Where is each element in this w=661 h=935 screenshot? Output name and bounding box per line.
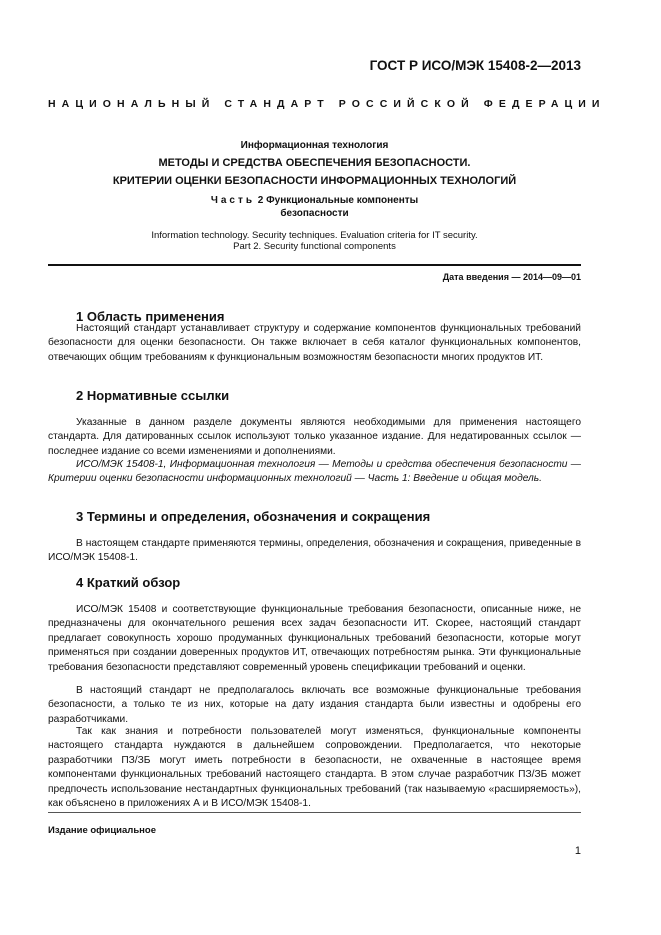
title-line-1: МЕТОДЫ И СРЕДСТВА ОБЕСПЕЧЕНИЯ БЕЗОПАСНОСТИ. xyxy=(158,157,471,169)
english-title-2: Part 2. Security functional components xyxy=(233,241,396,252)
section-3-heading: 3 Термины и определения, обозначения и сокращения xyxy=(76,509,431,524)
section-2-paragraph-1: Указанные в данном разделе документы являются необходимыми для применения настоящего стандарта. Для датированных ссылок используют только указанное издание. Для недатированных ссылок — последнее издание со всеми изменениями и дополнениями. xyxy=(48,417,581,457)
section-1-heading: 1 Область применения xyxy=(76,309,225,324)
title-line-2: КРИТЕРИИ ОЦЕНКИ БЕЗОПАСНОСТИ ИНФОРМАЦИОННЫХ ТЕХНОЛОГИЙ xyxy=(112,175,517,187)
footer-divider xyxy=(48,812,581,813)
section-2-reference: ИСО/МЭК 15408-1, Информационная технология — Методы и средства обеспечения безопасности — Критерии оценки безопасности информационных технологий — Часть 1: Введение и общая модель. xyxy=(48,459,581,485)
national-standard-banner: НАЦИОНАЛЬНЫЙ СТАНДАРТ РОССИЙСКОЙ ФЕДЕРАЦИИ xyxy=(48,98,606,110)
section-4-heading: 4 Краткий обзор xyxy=(76,575,181,590)
title-divider xyxy=(48,264,581,266)
introduction-date: Дата введения — 2014—09—01 xyxy=(442,272,581,282)
title-subject: Информационная технология xyxy=(240,140,389,151)
section-3-paragraph: В настоящем стандарте применяются термины, определения, обозначения и сокращения, приведенные в ИСО/МЭК 15408-1. xyxy=(48,538,581,564)
section-4-paragraph-3: Так как знания и потребности пользователей могут изменяться, функциональные компоненты настоящего стандарта нуждаются в дальнейшем сопровождении. Предполагается, что некоторые разработчики ПЗ/ЗБ могут иметь потребности в безопасности, не охваченные в настоящее время компонентами функциональных требований настоящего стандарта. В этом случае разработчик ПЗ/ЗБ может предпочесть использование нестандартных функциональных требований (так называемую «расширяемость»), как объяснено в приложениях А и В ИСО/МЭК 15408-1. xyxy=(48,726,581,810)
part-label: Часть xyxy=(210,195,256,206)
page-number: 1 xyxy=(574,845,581,857)
official-edition-note: Издание официальное xyxy=(48,825,156,836)
title-part xyxy=(48,195,581,206)
section-4-paragraph-2: В настоящий стандарт не предполагалось включать все возможные функциональные требования безопасности, а только те из них, которые на дату издания стандарта были известны и одобрены его разработчиками. xyxy=(48,685,581,725)
section-1-paragraph: Настоящий стандарт устанавливает структуру и содержание компонентов функциональных требований безопасности для оценки безопасности. Он также включает в себя каталог функциональных компонентов, отвечающих общим требованиям к функциональным возможностям безопасности многих продуктов ИТ. xyxy=(48,323,581,363)
section-2-heading: 2 Нормативные ссылки xyxy=(76,388,230,403)
section-4-paragraph-1: ИСО/МЭК 15408 и соответствующие функциональные требования безопасности, описанные ниже, не предназначены для окончательного решения всех задач безопасности ИТ. Скорее, настоящий стандарт предлагает совокупность хорошо продуманных функциональных требований безопасности, которые могут применяться при создании доверенных продуктов ИТ, отвечающих потребностям рынка. Эти функциональные требования безопасности представляют современный уровень спецификации требований и оценки. xyxy=(48,604,581,673)
english-title-1: Information technology. Security techniques. Evaluation criteria for IT security. xyxy=(151,230,478,241)
part-text: 2 Функциональные компоненты xyxy=(257,195,419,206)
title-part-continued: безопасности xyxy=(280,208,349,219)
document-code: ГОСТ Р ИСО/МЭК 15408-2—2013 xyxy=(369,58,581,73)
